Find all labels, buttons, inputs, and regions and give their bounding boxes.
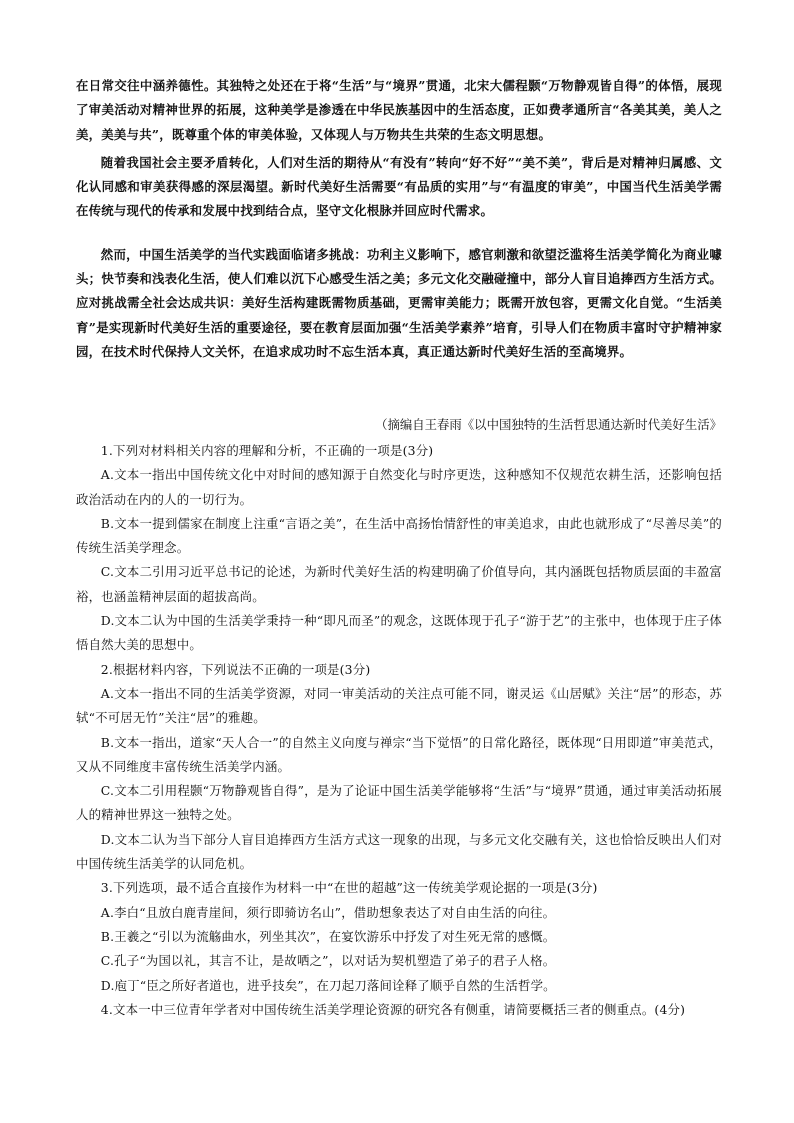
question-2-option-b: B.文本一指出，道家“天人合一”的自然主义向度与禅宗“当下觉悟”的日常化路径，既体现“日用即道”审美范式，又从不同维度丰富传统生活美学内涵。 — [76, 734, 722, 774]
question-1-option-d: D.文本二认为中国的生活美学秉持一种“即凡而圣”的观念，这既体现于孔子“游于艺”的主张中，也体现于庄子体悟自然大美的思想中。 — [76, 613, 722, 653]
source-citation: （摘编自王春雨《以中国独特的生活哲思通达新时代美好生活》 — [375, 417, 722, 432]
question-1-option-c: C.文本二引用习近平总书记的论述，为新时代美好生活的构建明确了价值导向，其内涵既包括物质层面的丰盈富裕，也涵盖精神层面的超拔高尚。 — [76, 564, 722, 604]
question-2-option-d: D.文本二认为当下部分人盲目追捧西方生活方式这一现象的出现，与多元文化交融有关，这也恰恰反映出人们对中国传统生活美学的认同危机。 — [76, 831, 722, 872]
question-3-option-d: D.庖丁“臣之所好者道也，进乎技矣”，在刀起刀落间诠释了顺乎自然的生活哲学。 — [100, 977, 556, 993]
passage-paragraph-2: 随着我国社会主要矛盾转化，人们对生活的期待从“有没有”转向“好不好”“美不美”，背后是对精神归属感、文化认同感和审美获得感的深层渴望。新时代美好生活需要“有品质的实用”与“有温度的审美”，中国当代生活美学需在传统与现代的传承和发展中找到结合点，坚守文化根脉并回应时代需求。 — [76, 154, 722, 219]
question-2-stem: 2.根据材料内容，下列说法不正确的一项是(3分) — [100, 661, 371, 677]
question-2-option-c: C.文本二引用程颢“万物静观皆自得”，是为了论证中国生活美学能够将“生活”与“境界”贯通，通过审美活动拓展人的精神世界这一独特之处。 — [76, 783, 722, 823]
passage-paragraph-1: 在日常交往中涵养德性。其独特之处还在于将“生活”与“境界”贯通，北宋大儒程颢“万物静观皆自得”的体悟，展现了审美活动对精神世界的拓展，这种美学是渗透在中华民族基因中的生活态度，正如费孝通所言“各美其美，美人之美，美美与共”，既尊重个体的审美体验，又体现人与万物共生共荣的生态文明思想。 — [76, 78, 722, 142]
question-3-option-c: C.孔子“为国以礼，其言不让，是故哂之”，以对话为契机塑造了弟子的君子人格。 — [100, 953, 556, 969]
question-3-stem: 3.下列选项，最不适合直接作为材料一中“在世的超越”这一传统美学观论据的一项是(3分) — [100, 880, 598, 896]
passage-paragraph-3: 然而，中国生活美学的当代实践面临诸多挑战：功利主义影响下，感官刺激和欲望泛滥将生活美学简化为商业噱头；快节奏和浅表化生活，使人们难以沉下心感受生活之美；多元文化交融碰撞中，部分人盲目追捧西方生活方式。应对挑战需全社会达成共识：美好生活构建既需物质基础，更需审美能力；既需开放包容，更需文化自觉。“生活美育”是实现新时代美好生活的重要途径，要在教育层面加强“生活美学素养”培育，引导人们在物质丰富时守护精神家园，在技术时代保持人文关怀，在追求成功时不忘生活本真，真正通达新时代美好生活的至高境界。 — [76, 246, 722, 359]
question-2-option-a: A.文本一指出不同的生活美学资源，对同一审美活动的关注点可能不同，谢灵运《山居赋》关注“居”的形态，苏轼“不可居无竹”关注“居”的雅趣。 — [76, 685, 722, 726]
passage-continued — [76, 74, 722, 364]
question-1-option-b: B.文本一提到儒家在制度上注重“言语之美”，在生活中高扬怡情舒性的审美追求，由此也就形成了“尽善尽美”的传统生活美学理念。 — [76, 515, 722, 556]
question-4-stem: 4.文本一中三位青年学者对中国传统生活美学理论资源的研究各有侧重，请简要概括三者的侧重点。(4分) — [100, 1001, 686, 1017]
question-3-option-a: A.李白“且放白鹿青崖间，须行即骑访名山”，借助想象表达了对自由生活的向往。 — [100, 904, 556, 920]
questions-section — [76, 439, 722, 1022]
question-1-option-a: A.文本一指出中国传统文化中对时间的感知源于自然变化与时序更迭，这种感知不仅规范农耕生活，还影响包括政治活动在内的人的一切行为。 — [76, 467, 722, 507]
question-3-option-b: B.王羲之“引以为流觞曲水，列坐其次”，在宴饮游乐中抒发了对生死无常的感慨。 — [100, 928, 556, 944]
question-1-stem: 1.下列对材料相关内容的理解和分析，不正确的一项是(3分) — [100, 443, 434, 458]
